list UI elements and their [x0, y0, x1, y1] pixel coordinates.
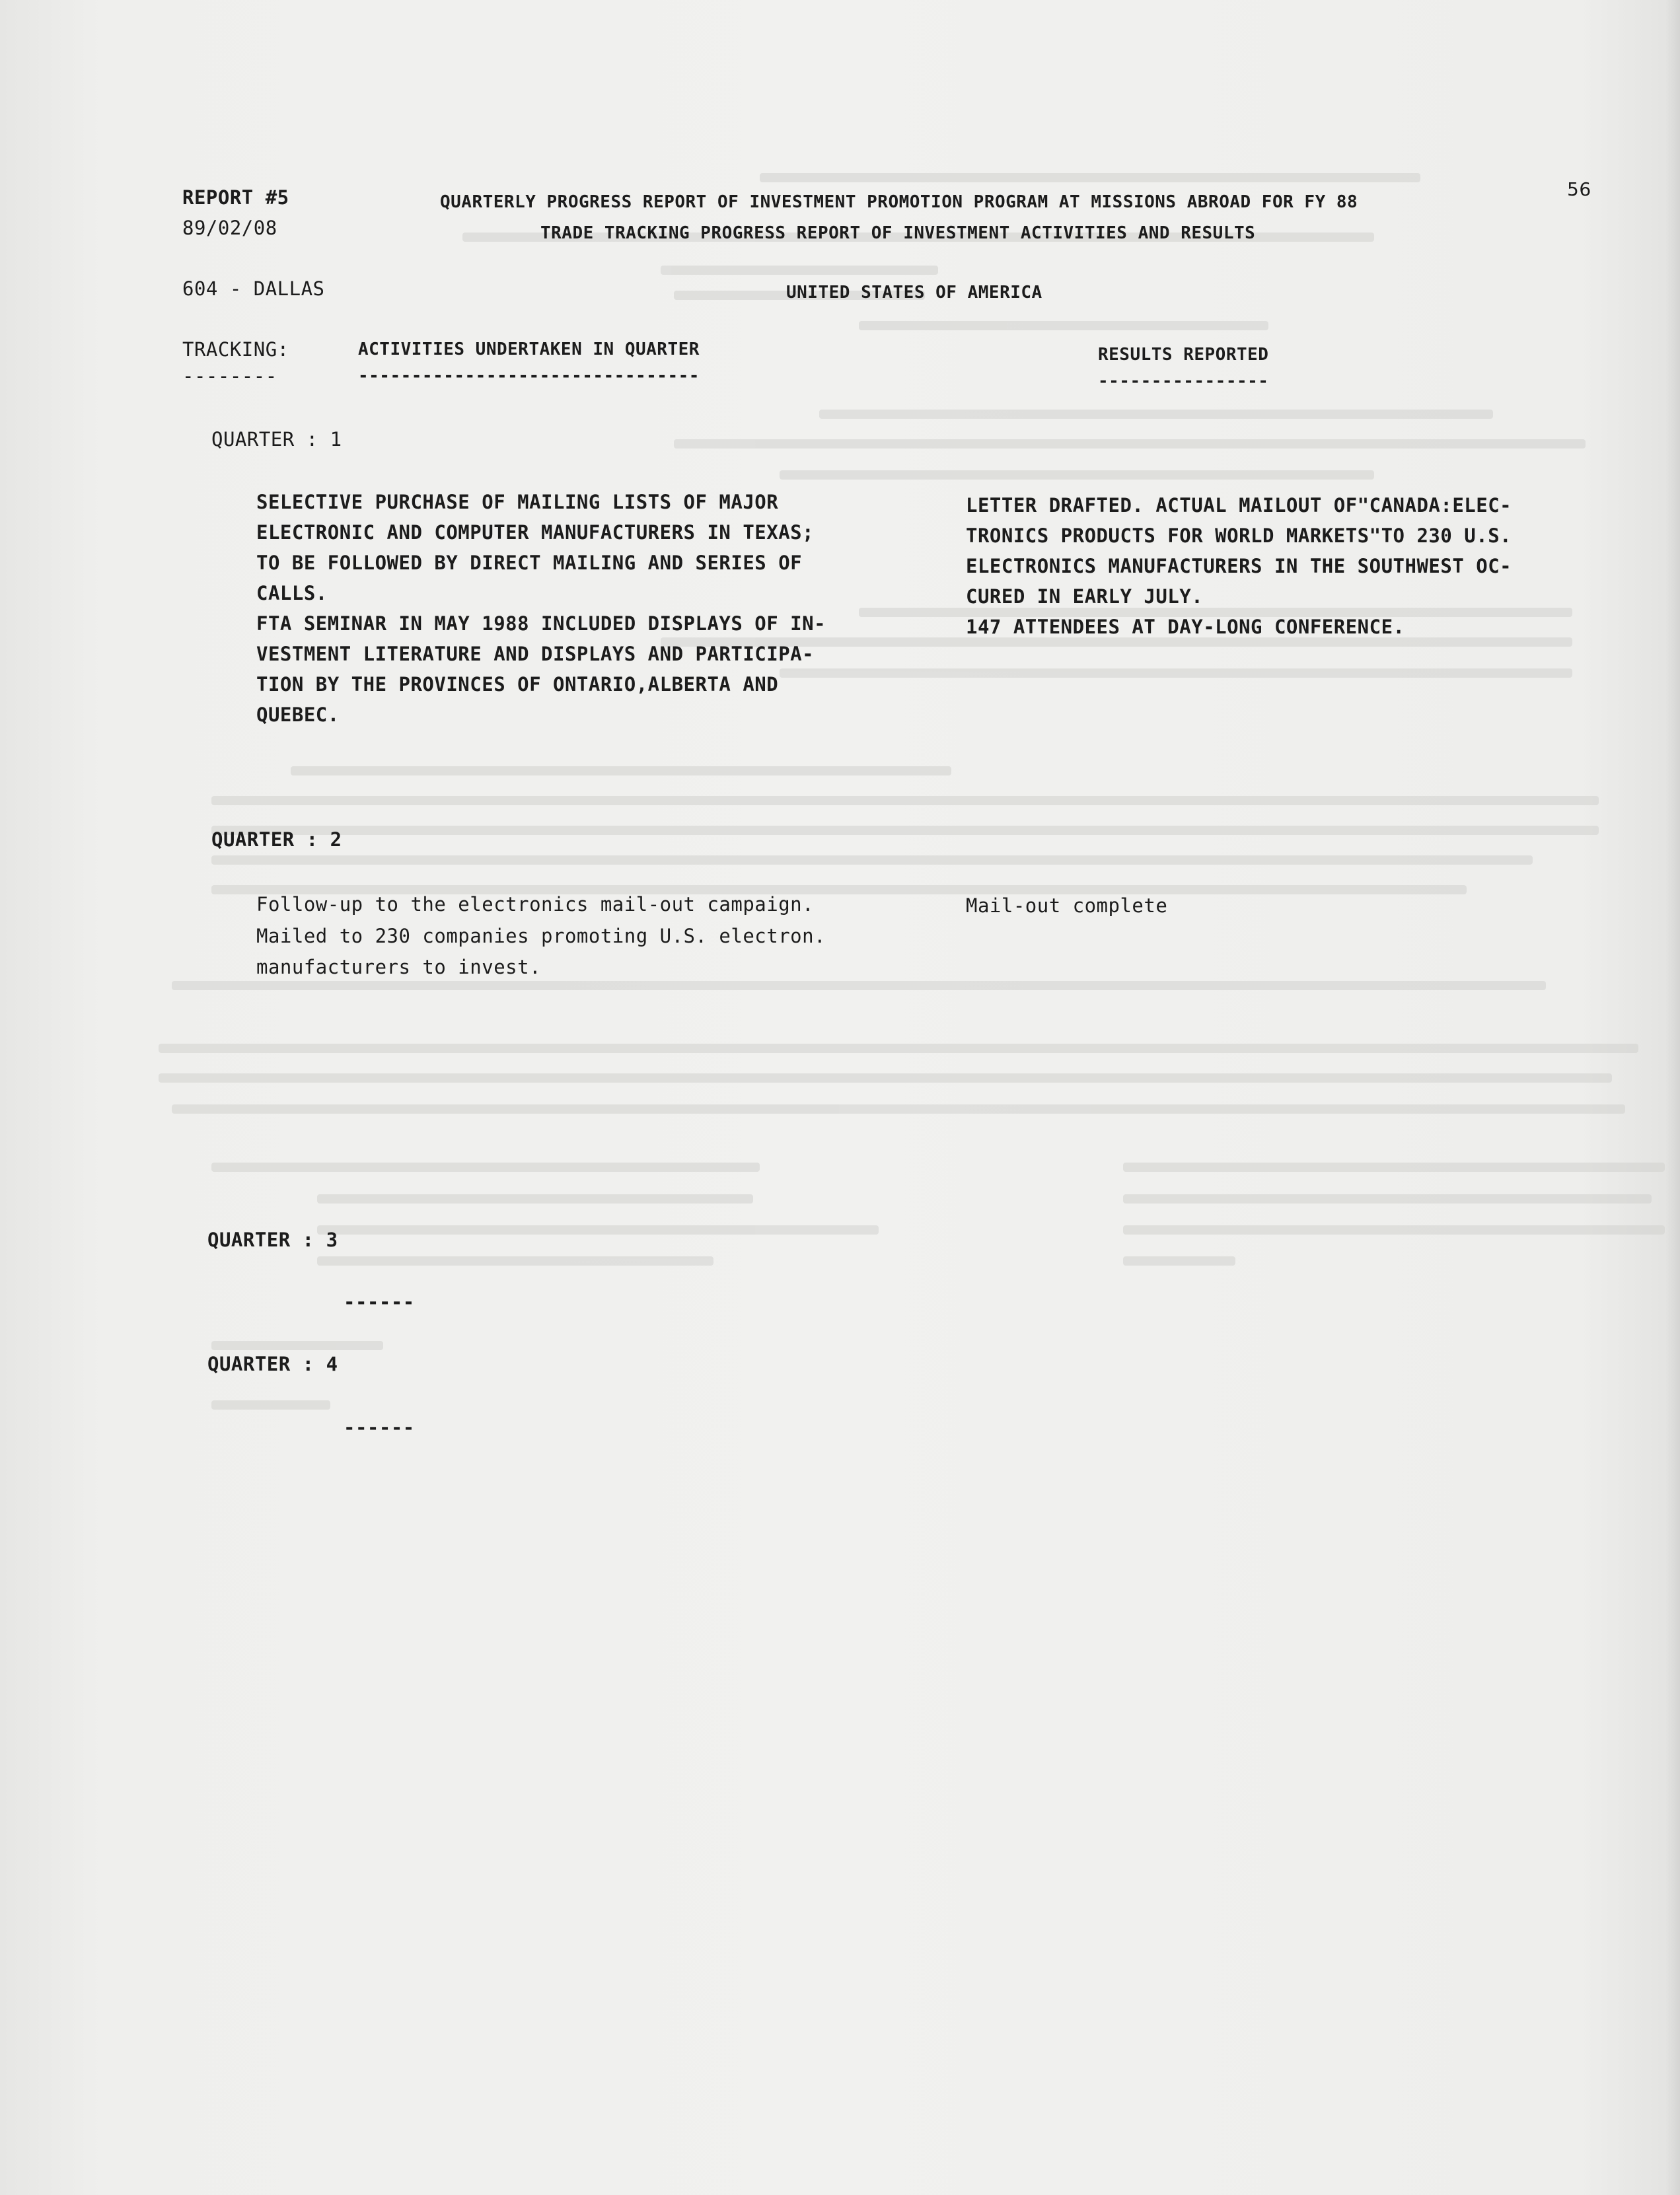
- country-name: UNITED STATES OF AMERICA: [786, 283, 1042, 303]
- activities-heading: ACTIVITIES UNDERTAKEN IN QUARTER: [358, 340, 700, 359]
- quarter-4-activity-dashes: ------: [344, 1416, 415, 1439]
- result-line: CURED IN EARLY JULY.: [966, 585, 1204, 608]
- results-heading: RESULTS REPORTED: [1098, 345, 1269, 365]
- tracking-heading-rule: --------: [182, 365, 277, 387]
- tracking-heading: TRACKING:: [182, 338, 289, 361]
- result-line: ELECTRONICS MANUFACTURERS IN THE SOUTHWEST OC-: [966, 555, 1512, 577]
- activity-line: QUEBEC.: [256, 703, 340, 726]
- report-date: 89/02/08: [182, 217, 277, 239]
- activities-heading-rule: --------------------------------: [358, 366, 700, 386]
- quarter-1-label: QUARTER : 1: [211, 428, 342, 450]
- report-id: REPORT #5: [182, 186, 289, 209]
- result-line: LETTER DRAFTED. ACTUAL MAILOUT OF"CANADA:ELEC-: [966, 494, 1512, 517]
- results-heading-rule: ----------------: [1098, 371, 1269, 391]
- page-number: 56: [1567, 178, 1591, 200]
- activity-line: ELECTRONIC AND COMPUTER MANUFACTURERS IN TEXAS;: [256, 521, 815, 544]
- quarter-3-activity-dashes: ------: [344, 1291, 415, 1313]
- activity-line: manufacturers to invest.: [256, 956, 542, 978]
- quarter-3-label: QUARTER : 3: [207, 1229, 338, 1251]
- quarter-2-label: QUARTER : 2: [211, 828, 342, 851]
- activity-line: TO BE FOLLOWED BY DIRECT MAILING AND SERIES OF: [256, 552, 803, 574]
- activity-line: SELECTIVE PURCHASE OF MAILING LISTS OF MAJOR: [256, 491, 779, 513]
- result-line: TRONICS PRODUCTS FOR WORLD MARKETS"TO 230 U.S.: [966, 524, 1512, 547]
- activity-line: Mailed to 230 companies promoting U.S. electron.: [256, 925, 826, 947]
- activity-line: Follow-up to the electronics mail-out campaign.: [256, 893, 815, 916]
- activity-line: FTA SEMINAR IN MAY 1988 INCLUDED DISPLAYS OF IN-: [256, 612, 826, 635]
- activity-line: TION BY THE PROVINCES OF ONTARIO,ALBERTA AND: [256, 673, 779, 696]
- result-line: Mail-out complete: [966, 894, 1168, 917]
- activity-line: VESTMENT LITERATURE AND DISPLAYS AND PARTICIPA-: [256, 643, 815, 665]
- result-line: 147 ATTENDEES AT DAY-LONG CONFERENCE.: [966, 616, 1405, 638]
- activity-line: CALLS.: [256, 582, 328, 604]
- quarter-4-label: QUARTER : 4: [207, 1353, 338, 1375]
- report-subtitle: TRADE TRACKING PROGRESS REPORT OF INVESTMENT ACTIVITIES AND RESULTS: [540, 223, 1256, 243]
- mission-name: 604 - DALLAS: [182, 277, 325, 300]
- report-title: QUARTERLY PROGRESS REPORT OF INVESTMENT PROMOTION PROGRAM AT MISSIONS ABROAD FOR FY 88: [440, 192, 1358, 212]
